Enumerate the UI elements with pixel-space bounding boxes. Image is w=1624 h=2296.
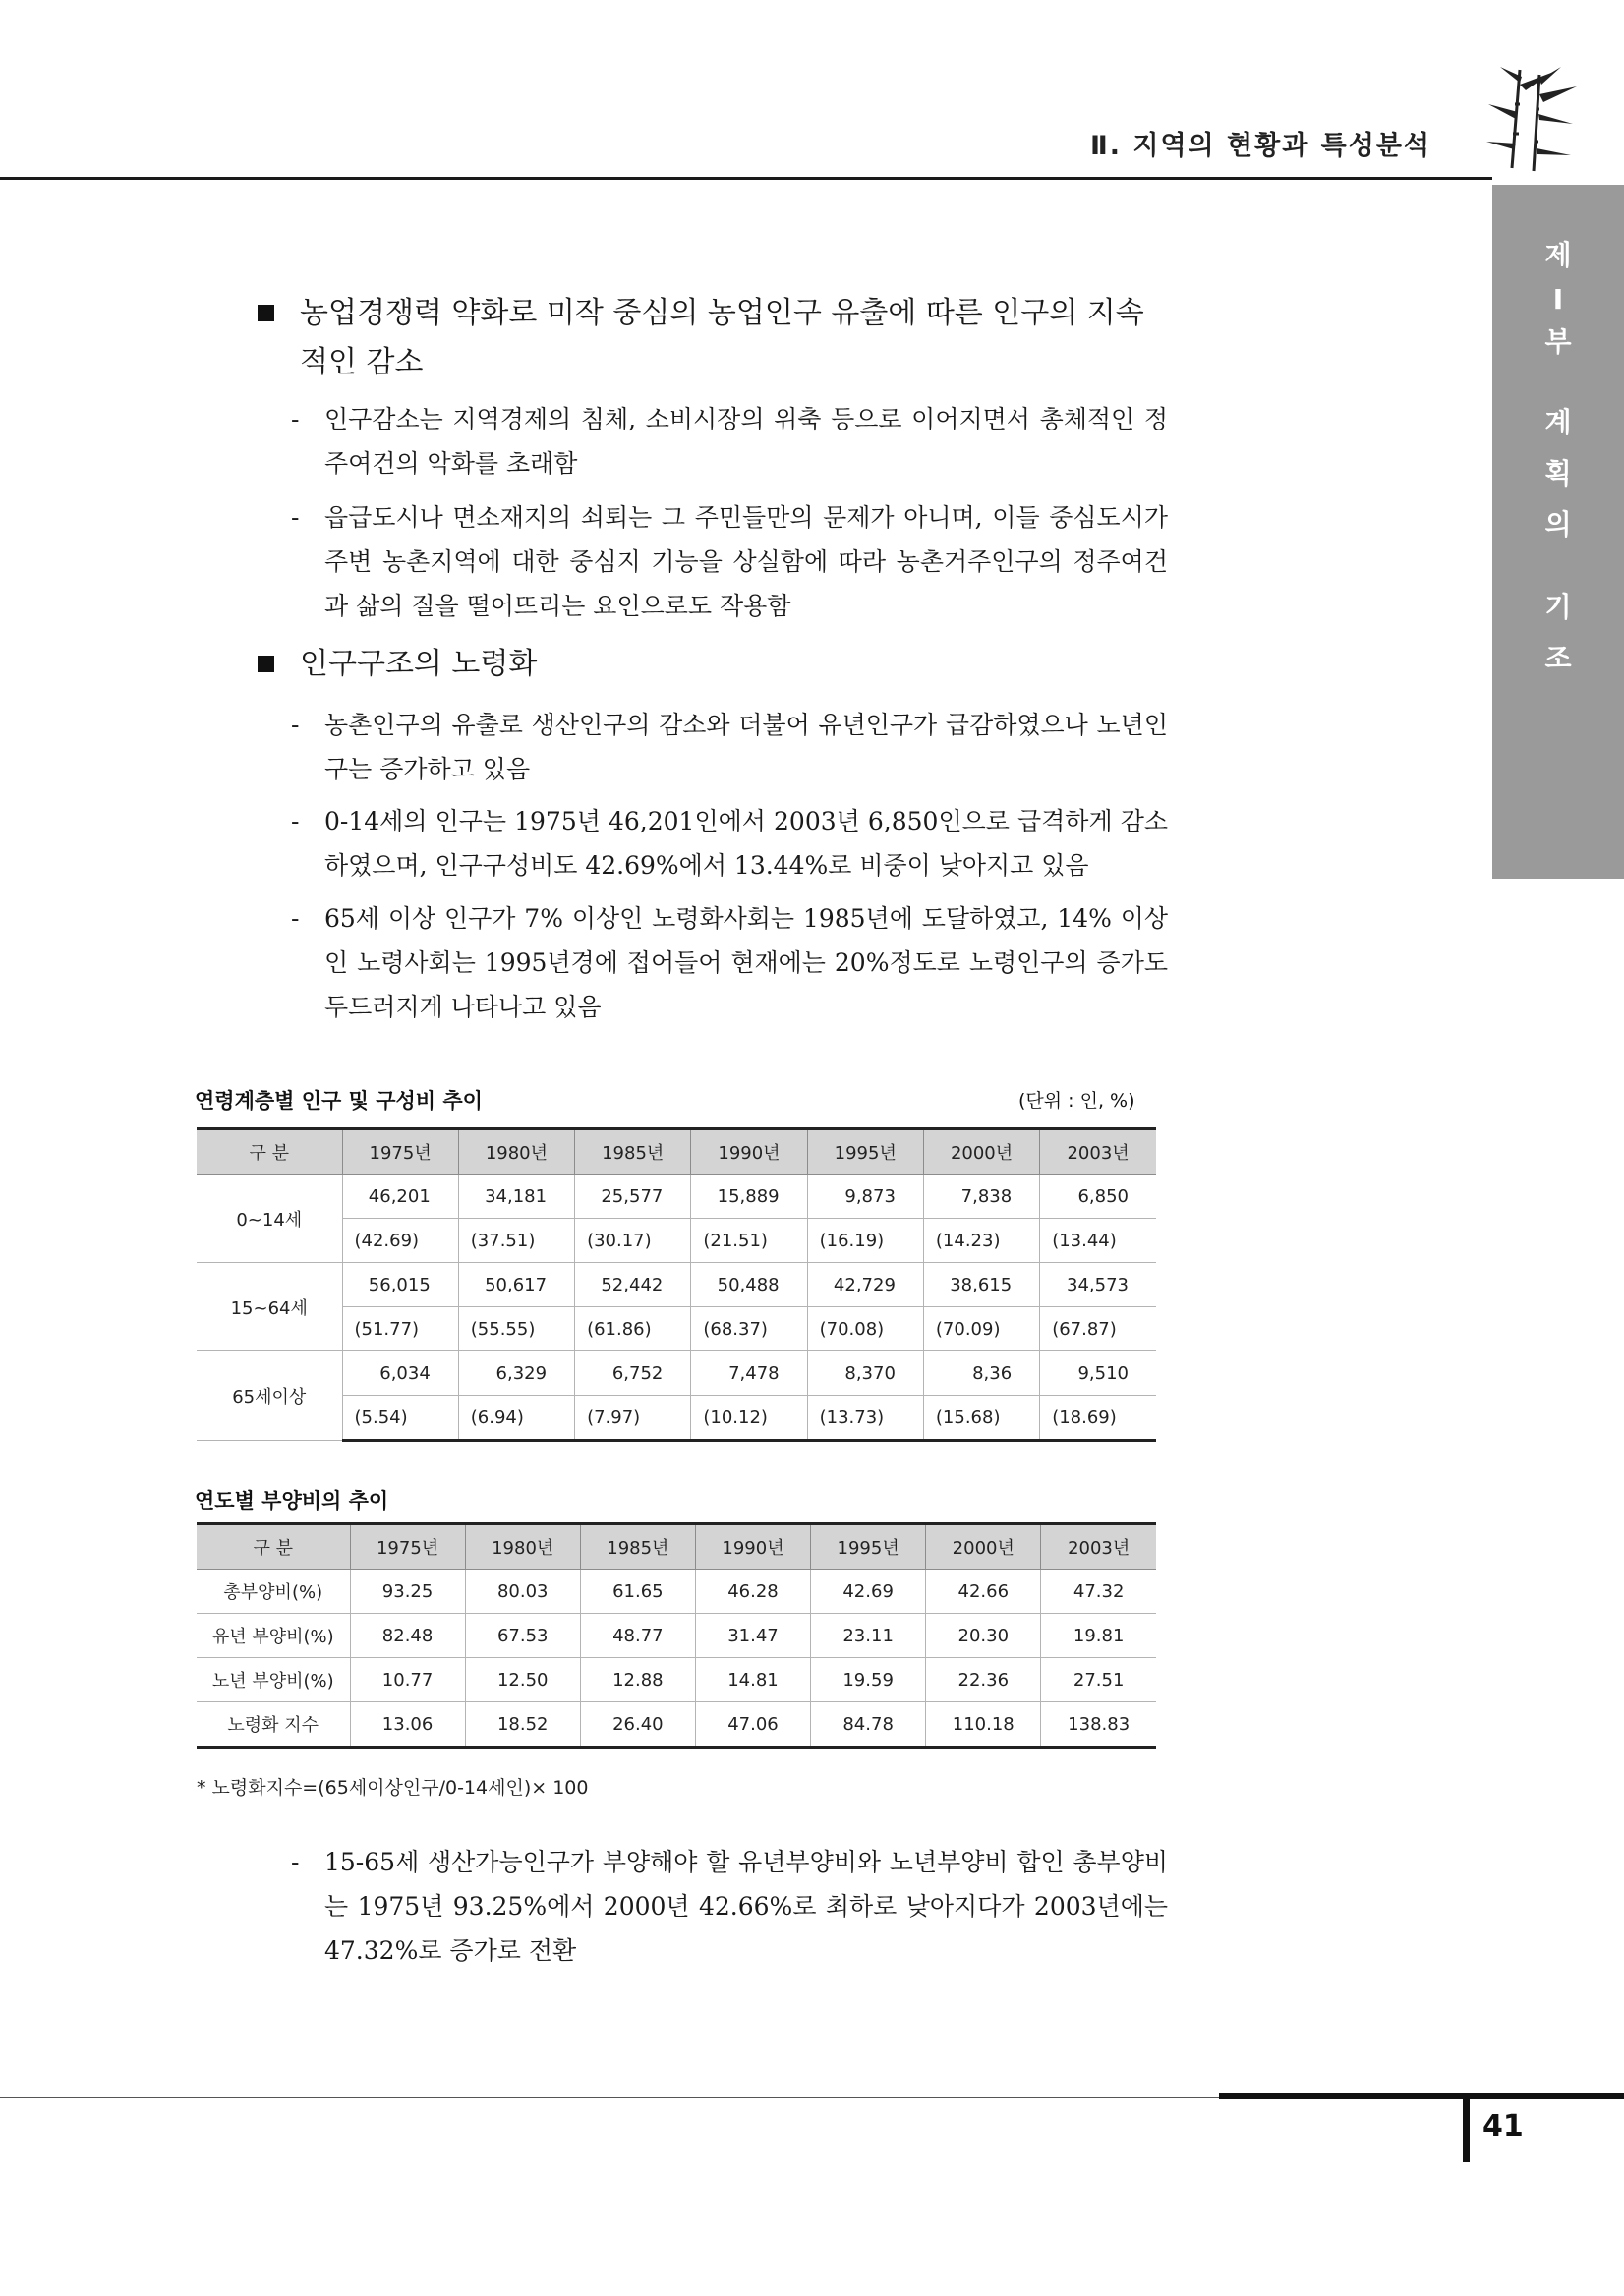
percent-cell: (68.37) [691, 1307, 807, 1351]
row-label: 0~14세 [197, 1175, 342, 1263]
dependency-ratio-table [197, 1522, 1156, 1749]
ratio-cell: 46.28 [695, 1570, 810, 1614]
percent-cell: (30.17) [575, 1219, 691, 1263]
ratio-cell: 93.25 [350, 1570, 465, 1614]
column-header-year: 2003년 [1040, 1129, 1156, 1175]
ratio-cell: 19.81 [1041, 1614, 1156, 1658]
column-header-year: 1975년 [342, 1129, 458, 1175]
side-tab-char: 제 [1544, 239, 1572, 271]
percent-cell: (55.55) [458, 1307, 574, 1351]
population-cell: 34,181 [458, 1175, 574, 1219]
column-header-year: 1990년 [695, 1524, 810, 1570]
population-cell: 15,889 [691, 1175, 807, 1219]
row-label: 65세이상 [197, 1351, 342, 1441]
list-item-text: 0-14세의 인구는 1975년 46,201인에서 2003년 6,850인으로 급격하게 감소하였으며, 인구구성비도 42.69%에서 13.44%로 비중이 낮아지고 있음 [324, 807, 1168, 880]
population-cell: 25,577 [575, 1175, 691, 1219]
table-row [197, 1351, 1156, 1396]
percent-cell: (18.69) [1040, 1396, 1156, 1441]
population-cell: 50,488 [691, 1263, 807, 1307]
percent-cell: (13.73) [807, 1396, 923, 1441]
footer-rule-thick [1219, 2093, 1624, 2099]
percent-cell: (14.23) [923, 1219, 1039, 1263]
side-tab-char: 계 [1544, 406, 1572, 438]
ratio-cell: 82.48 [350, 1614, 465, 1658]
section-heading-text: 농업경쟁력 약화로 미작 중심의 농업인구 유출에 따른 인구의 지속적인 감소 [300, 296, 1144, 379]
chapter-side-tab [1492, 185, 1624, 879]
population-cell: 50,617 [458, 1263, 574, 1307]
ratio-cell: 10.77 [350, 1658, 465, 1702]
population-cell: 52,442 [575, 1263, 691, 1307]
population-cell: 7,478 [691, 1351, 807, 1396]
table-row [197, 1263, 1156, 1307]
percent-cell: (61.86) [575, 1307, 691, 1351]
running-header-title: Ⅱ. 지역의 현황과 특성분석 [1089, 131, 1431, 161]
dash-bullet: - [291, 807, 300, 835]
column-header-year: 1995년 [807, 1129, 923, 1175]
table-row [197, 1175, 1156, 1219]
population-cell: 38,615 [923, 1263, 1039, 1307]
list-item-text: 농촌인구의 유출로 생산인구의 감소와 더불어 유년인구가 급감하였으나 노년인구는 증가하고 있음 [324, 711, 1168, 783]
row-label: 총부양비(%) [197, 1570, 350, 1614]
ratio-cell: 27.51 [1041, 1658, 1156, 1702]
ratio-cell: 48.77 [580, 1614, 695, 1658]
percent-cell: (67.87) [1040, 1307, 1156, 1351]
table-row [197, 1570, 1156, 1614]
column-header-year: 1995년 [811, 1524, 926, 1570]
bamboo-icon [1482, 65, 1585, 173]
table-row [197, 1702, 1156, 1748]
population-cell: 34,573 [1040, 1263, 1156, 1307]
ratio-cell: 67.53 [465, 1614, 580, 1658]
population-cell: 56,015 [342, 1263, 458, 1307]
section-heading-text: 인구구조의 노령화 [300, 647, 538, 681]
column-header-year: 2000년 [923, 1129, 1039, 1175]
column-header-year: 1990년 [691, 1129, 807, 1175]
percent-cell: (16.19) [807, 1219, 923, 1263]
ratio-cell: 138.83 [1041, 1702, 1156, 1748]
percent-cell: (51.77) [342, 1307, 458, 1351]
ratio-cell: 80.03 [465, 1570, 580, 1614]
population-cell: 6,329 [458, 1351, 574, 1396]
ratio-cell: 26.40 [580, 1702, 695, 1748]
dash-bullet: - [291, 503, 300, 532]
column-header-year: 1985년 [575, 1129, 691, 1175]
dash-bullet: - [291, 904, 300, 933]
ratio-cell: 19.59 [811, 1658, 926, 1702]
population-cell: 9,510 [1040, 1351, 1156, 1396]
table1-title: 연령계층별 인구 및 구성비 추이 [195, 1089, 483, 1113]
percent-cell: (15.68) [923, 1396, 1039, 1441]
column-header-year: 2003년 [1041, 1524, 1156, 1570]
population-cell: 6,034 [342, 1351, 458, 1396]
side-tab-char: 획 [1544, 457, 1572, 489]
ratio-cell: 18.52 [465, 1702, 580, 1748]
list-item-text: 인구감소는 지역경제의 침체, 소비시장의 위축 등으로 이어지면서 총체적인 정주여건의 악화를 초래함 [324, 405, 1168, 478]
square-bullet-icon [258, 305, 274, 321]
dash-bullet: - [291, 711, 300, 739]
ratio-cell: 13.06 [350, 1702, 465, 1748]
ratio-cell: 47.32 [1041, 1570, 1156, 1614]
row-label: 노령화 지수 [197, 1702, 350, 1748]
ratio-cell: 12.50 [465, 1658, 580, 1702]
footer-rule [0, 2097, 1219, 2098]
ratio-cell: 61.65 [580, 1570, 695, 1614]
column-header-category: 구 분 [197, 1524, 350, 1570]
list-item-text: 15-65세 생산가능인구가 부양해야 할 유년부양비와 노년부양비 합인 총부양비는 1975년 93.25%에서 2000년 42.66%로 최하로 낮아지다가 2003년에는 47.32%로 증가로 전환 [324, 1848, 1168, 1965]
side-tab-char: 부 [1544, 325, 1572, 358]
row-label: 유년 부양비(%) [197, 1614, 350, 1658]
side-tab-char: 조 [1544, 642, 1572, 674]
ratio-cell: 23.11 [811, 1614, 926, 1658]
ratio-cell: 47.06 [695, 1702, 810, 1748]
ratio-cell: 14.81 [695, 1658, 810, 1702]
list-item-text: 읍급도시나 면소재지의 쇠퇴는 그 주민들만의 문제가 아니며, 이들 중심도시가 주변 농촌지역에 대한 중심지 기능을 상실함에 따라 농촌거주인구의 정주여건과 삶의 질을 떨어뜨리는 요인으로도 작용함 [324, 503, 1168, 620]
ratio-cell: 20.30 [926, 1614, 1041, 1658]
percent-cell: (70.08) [807, 1307, 923, 1351]
table-row [197, 1658, 1156, 1702]
population-cell: 6,850 [1040, 1175, 1156, 1219]
row-label: 노년 부양비(%) [197, 1658, 350, 1702]
side-tab-char: 기 [1544, 591, 1572, 623]
column-header-year: 1975년 [350, 1524, 465, 1570]
percent-cell: (5.54) [342, 1396, 458, 1441]
table-row [197, 1614, 1156, 1658]
column-header-year: 1980년 [458, 1129, 574, 1175]
population-cell: 9,873 [807, 1175, 923, 1219]
percent-cell: (13.44) [1040, 1219, 1156, 1263]
age-population-table [197, 1127, 1156, 1442]
population-cell: 7,838 [923, 1175, 1039, 1219]
percent-cell: (70.09) [923, 1307, 1039, 1351]
side-tab-char: Ⅰ [1552, 283, 1564, 316]
list-item-text: 65세 이상 인구가 7% 이상인 노령화사회는 1985년에 도달하였고, 14% 이상인 노령사회는 1995년경에 접어들어 현재에는 20%정도로 노령인구의 증가도 두드러지게 나타나고 있음 [324, 904, 1168, 1021]
ratio-cell: 31.47 [695, 1614, 810, 1658]
percent-cell: (42.69) [342, 1219, 458, 1263]
percent-cell: (21.51) [691, 1219, 807, 1263]
page-number-bar [1463, 2099, 1470, 2162]
population-cell: 8,36 [923, 1351, 1039, 1396]
percent-cell: (10.12) [691, 1396, 807, 1441]
column-header-category: 구 분 [197, 1129, 342, 1175]
side-tab-char: 의 [1544, 508, 1572, 541]
column-header-year: 2000년 [926, 1524, 1041, 1570]
ratio-cell: 84.78 [811, 1702, 926, 1748]
dash-bullet: - [291, 405, 300, 433]
ratio-cell: 12.88 [580, 1658, 695, 1702]
ratio-cell: 42.69 [811, 1570, 926, 1614]
ratio-cell: 22.36 [926, 1658, 1041, 1702]
row-label: 15~64세 [197, 1263, 342, 1351]
table-header-row [197, 1129, 1156, 1175]
percent-cell: (6.94) [458, 1396, 574, 1441]
dash-bullet: - [291, 1848, 300, 1876]
ratio-cell: 110.18 [926, 1702, 1041, 1748]
column-header-year: 1980년 [465, 1524, 580, 1570]
population-cell: 8,370 [807, 1351, 923, 1396]
table-header-row [197, 1524, 1156, 1570]
population-cell: 46,201 [342, 1175, 458, 1219]
ratio-cell: 42.66 [926, 1570, 1041, 1614]
population-cell: 42,729 [807, 1263, 923, 1307]
page-number: 41 [1482, 2109, 1524, 2144]
square-bullet-icon [258, 656, 274, 672]
table1-unit: (단위 : 인, %) [1018, 1090, 1135, 1112]
table2-title: 연도별 부양비의 추이 [195, 1489, 389, 1513]
table-note: * 노령화지수=(65세이상인구/0-14세인)× 100 [197, 1777, 589, 1799]
column-header-year: 1985년 [580, 1524, 695, 1570]
population-cell: 6,752 [575, 1351, 691, 1396]
header-rule [0, 177, 1492, 180]
percent-cell: (37.51) [458, 1219, 574, 1263]
percent-cell: (7.97) [575, 1396, 691, 1441]
